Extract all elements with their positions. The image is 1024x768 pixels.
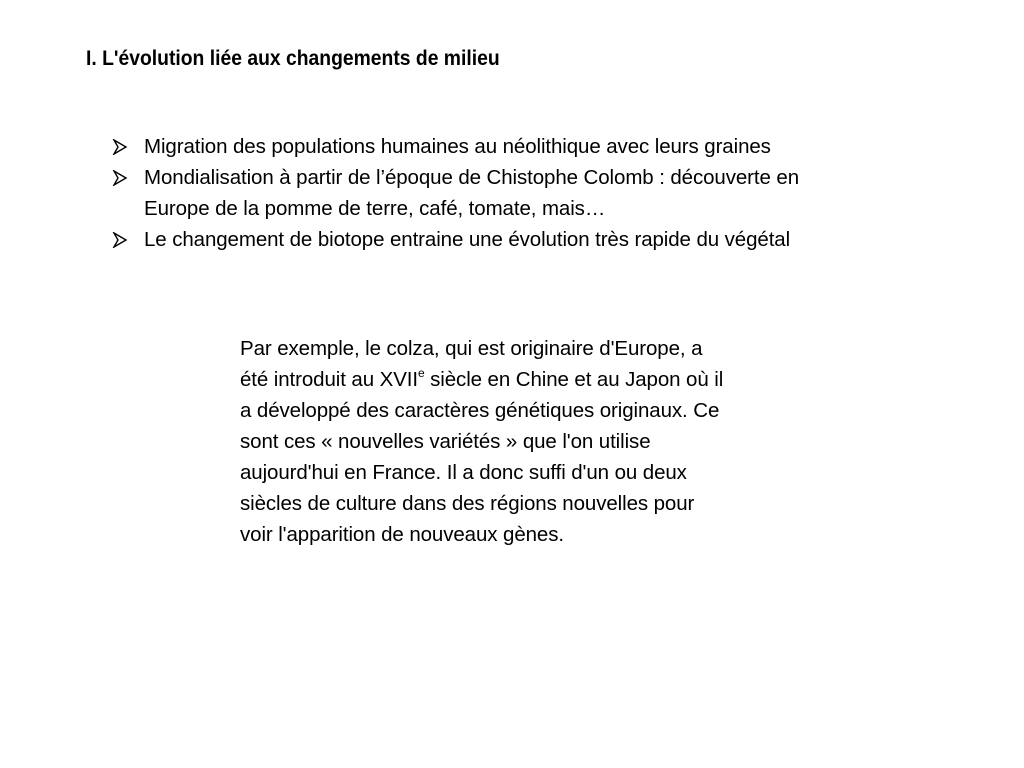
example-line-5: aujourd'hui en France. Il a donc suffi d'un ou deux <box>240 461 687 484</box>
example-line-2 <box>240 364 800 395</box>
example-line-6: siècles de culture dans des régions nouvelles pour <box>240 492 695 515</box>
bullet-item-biotope <box>112 224 912 255</box>
bullet-text-line-2: Europe de la pomme de terre, café, tomate, mais… <box>144 197 606 220</box>
arrowhead-bullet-icon <box>112 131 132 162</box>
example-line-2-end: siècle en Chine et au Japon où il <box>424 368 724 391</box>
bullet-list <box>112 131 912 255</box>
example-line-1: Par exemple, le colza, qui est originaire d'Europe, a <box>240 337 703 360</box>
example-line-4: sont ces « nouvelles variétés » que l'on utilise <box>240 430 651 453</box>
slide-title: I. L'évolution liée aux changements de milieu <box>86 47 500 70</box>
example-line-7: voir l'apparition de nouveaux gènes. <box>240 523 564 546</box>
bullet-item-migration <box>112 131 912 162</box>
example-line-2-start: été introduit au XVII <box>240 368 418 391</box>
arrowhead-bullet-icon <box>112 224 132 255</box>
bullet-item-mondialisation <box>112 162 912 224</box>
example-line-3: a développé des caractères génétiques originaux. Ce <box>240 399 720 422</box>
bullet-text: Migration des populations humaines au néolithique avec leurs graines <box>144 135 771 158</box>
century-superscript: e <box>417 366 425 381</box>
bullet-text-line-1: Mondialisation à partir de l’époque de Chistophe Colomb : découverte en <box>144 166 800 189</box>
arrowhead-bullet-icon <box>112 162 132 193</box>
example-paragraph <box>240 333 800 550</box>
bullet-text: Le changement de biotope entraine une évolution très rapide du végétal <box>144 228 791 251</box>
